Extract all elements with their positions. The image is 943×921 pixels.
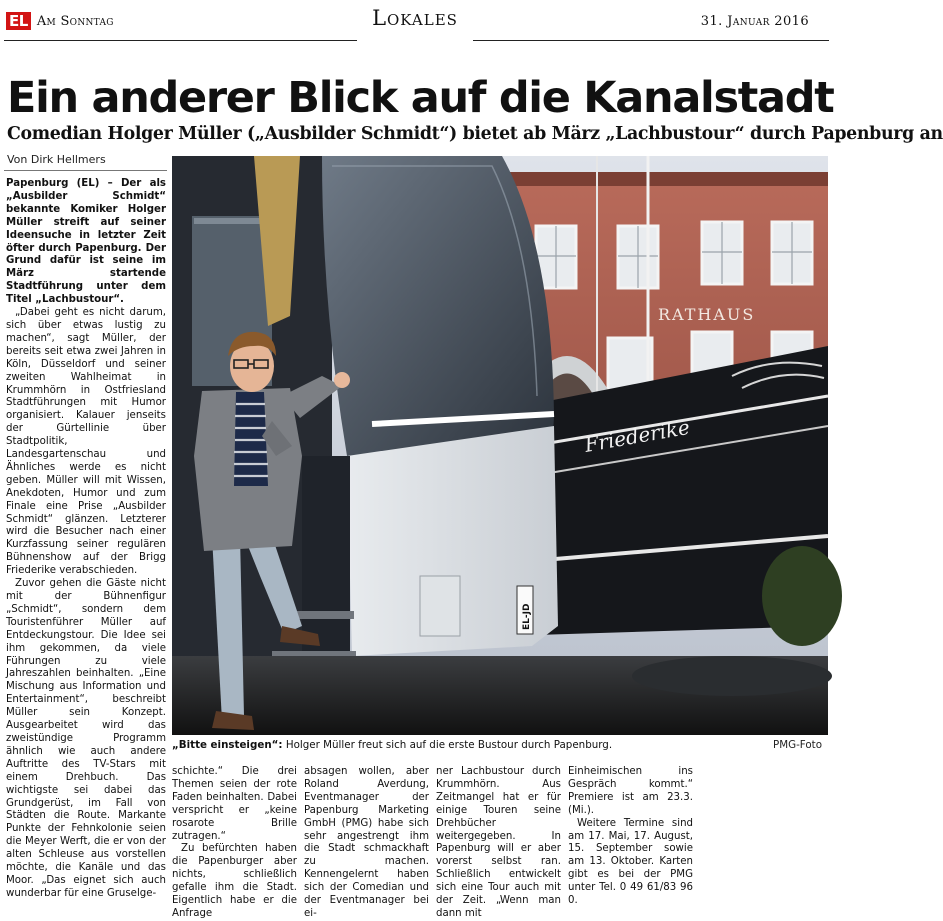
masthead-brand <box>6 12 114 30</box>
article-column-4 <box>436 766 561 919</box>
paragraph: Weitere Termine sind am 17. Mai, 17. August, 15. September sowie am 13. Oktober. Karten gibt es bei der PMG unter Tel. 0 49 61/83 96 0. <box>568 817 693 907</box>
masthead <box>0 0 833 44</box>
paragraph: ner Lachbustour durch Krummhörn. Aus Zeitmangel hat er für einige Touren seine Drehbücher weitergegeben. In Papenburg will er aber vorerst selbst ran. Schließlich entwickelt sich eine Tour auch mit der Zeit. „Wenn man dann mit <box>436 766 561 919</box>
caption-bold: „Bitte einsteigen“: <box>172 739 283 751</box>
article-byline: Von Dirk Hellmers <box>7 153 106 166</box>
issue-date: 31. Januar 2016 <box>700 14 809 29</box>
paragraph: absagen wollen, aber Roland Averdung, Eventmanager der Papenburg Marketing GmbH (PMG) habe sich sehr angestrengt ihm die Stadt schmackhaft zu machen. Kennengelernt haben sich der Comedian und der Eventmanager bei ei- <box>304 766 429 919</box>
rathaus-sign: RATHAUS <box>658 305 756 324</box>
paper-logo: EL <box>6 12 31 30</box>
article-lead: Papenburg (EL) – Der als „Ausbilder Schmidt“ bekannte Komiker Holger Müller streift auf seiner Ideensuche in letzter Zeit öfter durch Papenburg. Der Grund dafür ist seine im März startende Stadtführung unter dem Titel „Lachbustour“. <box>6 178 166 306</box>
article-subheadline: Comedian Holger Müller („Ausbilder Schmidt“) bietet ab März „Lachbustour“ durch Papenburg an <box>7 124 943 144</box>
photo-illustration <box>172 156 828 735</box>
article-photo <box>172 156 828 735</box>
bus-license-plate: EL-JD <box>522 603 532 630</box>
article-column-5 <box>568 766 693 907</box>
paragraph: Zu befürchten haben die Papenburger aber nichts, schließlich gefalle ihm die Stadt. Eigentlich habe er die Anfrage <box>172 843 297 919</box>
article-column-3 <box>304 766 429 919</box>
article-headline: Ein anderer Blick auf die Kanalstadt <box>7 73 834 123</box>
byline-rule <box>4 170 167 171</box>
article-column-1 <box>6 178 166 899</box>
photo-credit: PMG-Foto <box>773 739 822 751</box>
paragraph: Einheimischen ins Gespräch kommt.“ Premiere ist am 23.3. (Mi.). <box>568 766 693 816</box>
paragraph: Zuvor gehen die Gäste nicht mit der Bühnenfigur „Schmidt“, sondern dem Touristenführer Müller auf Entdeckungstour. Die Idee sei ihm gekommen, da viele Führungen zu viele Jahreszahlen beinhalten. „Eine Mischung aus Information und Entertainment“, beschreibt Müller sein Konzept. Ausgearbeitet wird das zweistündige Programm ähnlich wie auch andere Auftritte des TV-Stars mit einem Drehbuch. Das wichtigste sei dabei das Grundgerüst, im Fall von Städten die Route. Markante Punkte der Fehnkolonie seien die Meyer Werft, die er von der alten Schleuse aus vorstellen möchte, die Kanäle und das Moor. „Das eignet sich auch wunderbar für eine Gruselge- <box>6 578 166 899</box>
bus-windshield <box>322 156 554 456</box>
article-column-2 <box>172 766 297 919</box>
caption-text: Holger Müller freut sich auf die erste Bustour durch Papenburg. <box>282 739 613 751</box>
photo-caption <box>172 738 828 752</box>
paragraph: schichte.“ Die drei Themen seien der rote Faden beinhalten. Dabei verspricht er „keine rosarote Brille zutragen.“ <box>172 766 297 842</box>
paragraph: „Dabei geht es nicht darum, sich über etwas lustig zu machen“, sagt Müller, der bereits seit etwa zwei Jahren in Köln, Düsseldorf und seiner zweiten Wahlheimat in Krummhörn in Ostfriesland Stadtführungen mit Humor organisiert. Kalauer jenseits der Gürtellinie über Stadtpolitik, Landesgartenschau und Ähnliches werde es nicht geben. Müller will mit Wissen, Anekdoten, Humor und zum Finale eine Prise „Ausbilder Schmidt“ glänzen. Letzterer wird die Besucher nach einer Kurzfassung seiner regulären Bühnenshow auf der Brigg Friederike verabschieden. <box>6 307 166 577</box>
section-title: Lokales <box>372 6 458 30</box>
paper-name: Am Sonntag <box>36 13 114 29</box>
ship-name: Friederike <box>582 414 692 457</box>
